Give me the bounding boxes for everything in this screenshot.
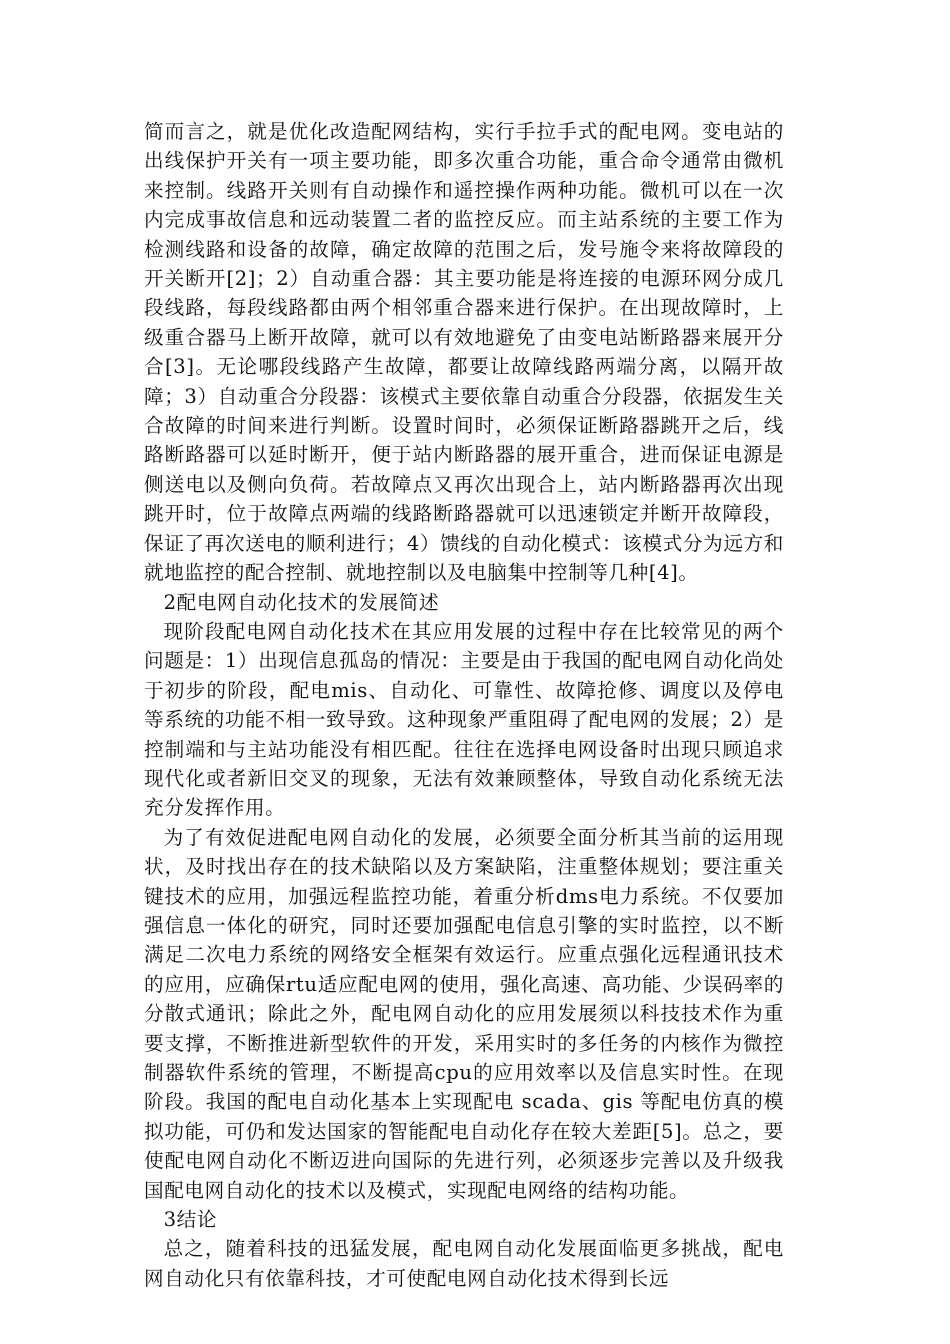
section-heading: 2配电网自动化技术的发展简述 — [163, 590, 440, 614]
section-heading: 3结论 — [163, 1208, 218, 1232]
body-paragraph: 简而言之，就是优化改造配网结构，实行手拉手式的配电网。变电站的出线保护开关有一项主要功能，即多次重合功能，重合命令通常由微机来控制。线路开关则有自动操作和遥控操作两种功能。微机可以在一次内完成事故信息和远动装置二者的监控反应。而主站系统的主要工作为检测线路和设备的故障，确定故障的范围之后，发号施令来将故障段的开关断开[2]；2）自动重合器：其主要功能是将连接的电源环网分成几段线路，每段线路都由两个相邻重合器来进行保护。在出现故障时，上级重合器马上断开故障，就可以有效地避免了由变电站断路器来展开分合[3]。无论哪段线路产生故障，都要让故障线路两端分离，以隔开故障；3）自动重合分段器：该模式主要依靠自动重合分段器，依据发生关合故障的时间来进行判断。设置时间时，必须保证断路器跳开之后，线路断路器可以延时断开，便于站内断路器的展开重合，进而保证电源是侧送电以及侧向负荷。若故障点又再次出现合上，站内断路器再次出现跳开时，位于故障点两端的线路断路器就可以迅速锁定并断开故障段，保证了再次送电的顺利进行；4）馈线的自动化模式：该模式分为远方和就地监控的配合控制、就地控制以及电脑集中控制等几种[4]。 — [144, 120, 784, 585]
body-paragraph: 为了有效促进配电网自动化的发展，必须要全面分析其当前的运用现状，及时找出存在的技术缺陷以及方案缺陷，注重整体规划；要注重关键技术的应用，加强远程监控功能，着重分析dms电力系统。不仅要加强信息一体化的研究，同时还要加强配电信息引擎的实时监控，以不断满足二次电力系统的网络安全框架有效运行。应重点强化远程通讯技术的应用，应确保rtu适应配电网的使用，强化高速、高功能、少误码率的分散式通讯；除此之外，配电网自动化的应用发展须以科技技术作为重要支撑，不断推进新型软件的开发，采用实时的多任务的内核作为微控制器软件系统的管理，不断提高cpu的应用效率以及信息实时性。在现阶段。我国的配电自动化基本上实现配电 scada、gis 等配电仿真的模拟功能，可仍和发达国家的智能配电自动化存在较大差距[5]。总之，要使配电网自动化不断迈进向国际的先进行列，必须逐步完善以及升级我国配电网自动化的技术以及模式，实现配电网络的结构功能。 — [144, 825, 784, 1202]
body-paragraph: 现阶段配电网自动化技术在其应用发展的过程中存在比较常见的两个问题是：1）出现信息孤岛的情况：主要是由于我国的配电网自动化尚处于初步的阶段，配电mis、自动化、可靠性、故障抢修、调度以及停电等系统的功能不相一致导致。这种现象严重阻碍了配电网的发展；2）是控制端和与主站功能没有相匹配。往往在选择电网设备时出现只顾追求现代化或者新旧交叉的现象，无法有效兼顾整体，导致自动化系统无法充分发挥作用。 — [144, 619, 784, 820]
document-body — [144, 117, 784, 1293]
body-paragraph: 总之，随着科技的迅猛发展，配电网自动化发展面临更多挑战，配电网自动化只有依靠科技，才可使配电网自动化技术得到长远 — [144, 1237, 784, 1290]
